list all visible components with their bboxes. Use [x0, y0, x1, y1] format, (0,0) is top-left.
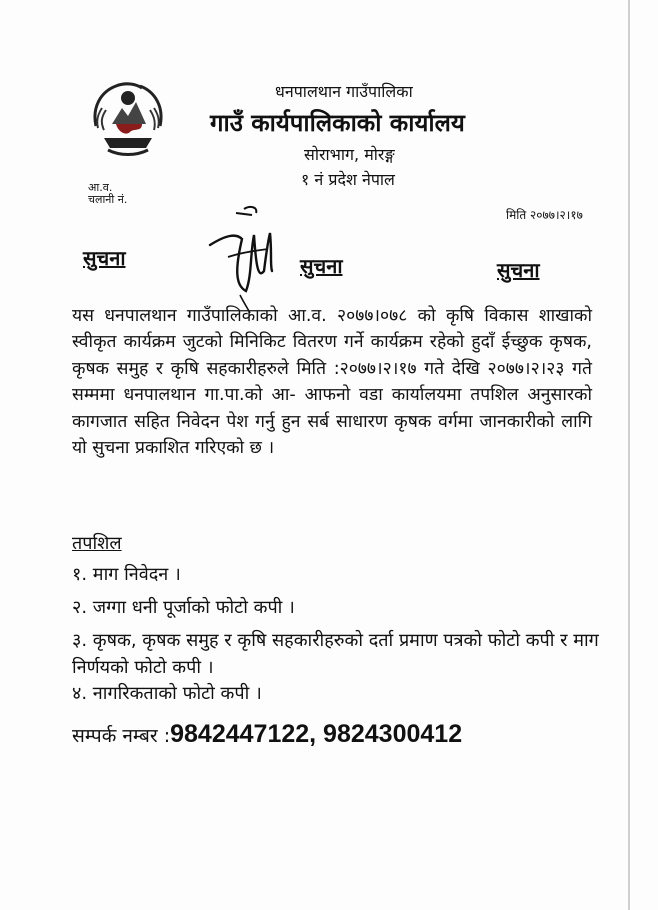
schedule-item: ३. कृषक, कृषक समुह र कृषि सहकारीहरुको दर्ता प्रमाण पत्रको फोटो कपी र माग निर्णयको फोटो कपी ।: [72, 630, 599, 678]
notice-title-center: सुचना: [300, 254, 343, 278]
schedule-item: २. जग्गा धनी पूर्जाको फोटो कपी ।: [72, 597, 295, 618]
contact-label: सम्पर्क नम्बर :: [72, 725, 171, 747]
fiscal-year-label: आ.व.: [88, 181, 113, 194]
office-title: गाउँ कार्यपालिकाको कार्यालय: [210, 109, 465, 137]
schedule-item: १. माग निवेदन ।: [72, 564, 181, 585]
notice-title-right: सुचना: [497, 258, 540, 282]
contact-line: [72, 720, 462, 749]
notice-date: मिति २०७७।२।१७: [506, 208, 583, 222]
province-name: १ नं प्रदेश नेपाल: [301, 170, 395, 189]
office-location: सोराभाग, मोरङ्ग: [304, 145, 395, 164]
government-emblem-icon: [86, 78, 170, 162]
schedule-heading: तपशिल: [72, 533, 122, 554]
schedule-item: ४. नागरिकताको फोटो कपी ।: [72, 683, 262, 704]
notice-title-left: सुचना: [83, 246, 126, 270]
notice-body-paragraph: यस धनपालथान गाउँपालिकाको आ.व. २०७७।०७८ को कृषि विकास शाखाको स्वीकृत कार्यक्रम जुटको मिनिकिट वितरण गर्ने कार्यक्रम रहेको हुदाँ ईच्छुक कृषक, कृषक समुह र कृषि सहकारीहरुले मिति :२०७७।२।१७ गते देखि २०७७।२।२३ गते सम्ममा धनपालथान गा.पा.को आ- आफनो वडा कार्यालयमा तपशिल अनुसारको कागजात सहित निवेदन पेश गर्नु हुन सर्ब साधारण कृषक वर्गमा जानकारीको लागि यो सुचना प्रकाशित गरिएको छ ।: [72, 306, 592, 459]
page-edge-shadow: [628, 0, 630, 910]
municipality-name: धनपालथान गाउँपालिका: [275, 82, 413, 101]
dispatch-number-label: चलानी नं.: [88, 193, 128, 206]
contact-numbers: 9842447122, 9824300412: [170, 720, 463, 748]
signature-icon: [206, 205, 286, 315]
